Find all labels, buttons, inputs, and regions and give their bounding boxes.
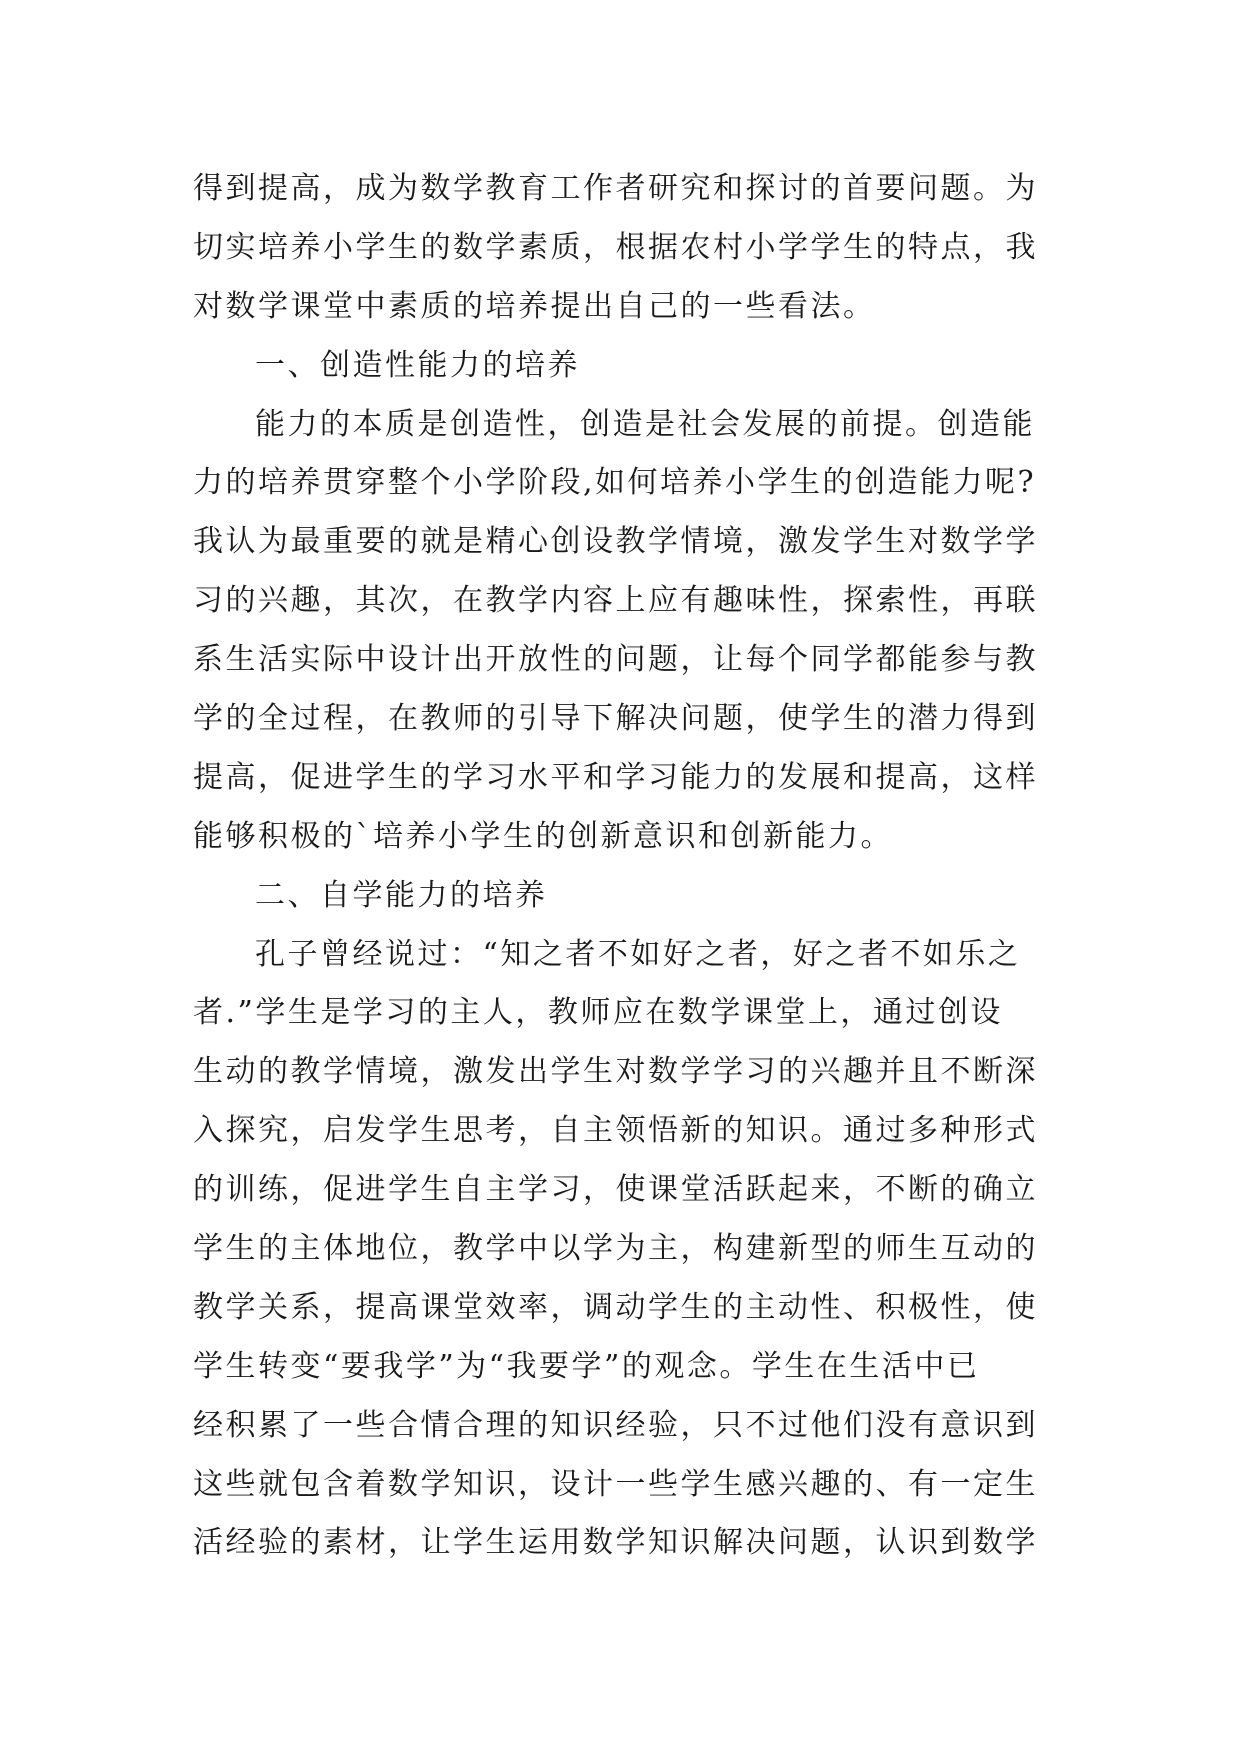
text-line: 力的培养贯穿整个小学阶段,如何培养小学生的创造能力呢?	[193, 465, 1037, 501]
text-line: 能够积极的`培养小学生的创新意识和创新能力。	[193, 818, 893, 854]
text-line: 我认为最重要的就是精心创设教学情境，激发学生对数学学	[193, 524, 1038, 560]
document-body	[193, 160, 1073, 1573]
section-heading: 二、自学能力的培养	[255, 877, 548, 913]
text-line: 者.”学生是学习的主人，教师应在数学课堂上，通过创设	[193, 995, 1003, 1031]
text-line: 生动的教学情境，激发出学生对数学学习的兴趣并且不断深	[193, 1054, 1038, 1090]
text-line: 对数学课堂中素质的培养提出自己的一些看法。	[193, 288, 876, 324]
paragraph-first-line: 能力的本质是创造性，创造是社会发展的前提。创造能	[255, 406, 1035, 442]
text-line: 切实培养小学生的数学素质，根据农村小学学生的特点，我	[193, 229, 1038, 265]
text-line: 系生活实际中设计出开放性的问题，让每个同学都能参与教	[193, 642, 1038, 678]
section-heading: 一、创造性能力的培养	[255, 347, 580, 383]
text-line: 得到提高，成为数学教育工作者研究和探讨的首要问题。为	[193, 171, 1038, 206]
text-line: 学生的主体地位，教学中以学为主，构建新型的师生互动的	[193, 1231, 1038, 1267]
text-line: 学的全过程，在教师的引导下解决问题，使学生的潜力得到	[193, 701, 1038, 737]
text-line: 入探究，启发学生思考，自主领悟新的知识。通过多种形式	[193, 1113, 1038, 1149]
text-line: 提高，促进学生的学习水平和学习能力的发展和提高，这样	[193, 759, 1038, 795]
text-line: 经积累了一些合情合理的知识经验，只不过他们没有意识到	[193, 1407, 1038, 1443]
text-line: 活经验的素材，让学生运用数学知识解决问题，认识到数学	[193, 1525, 1038, 1561]
text-line: 习的兴趣，其次，在教学内容上应有趣味性，探索性，再联	[193, 583, 1038, 619]
text-line: 教学关系，提高课堂效率，调动学生的主动性、积极性，使	[193, 1289, 1038, 1325]
text-line: 的训练，促进学生自主学习，使课堂活跃起来，不断的确立	[193, 1172, 1038, 1208]
text-line: 这些就包含着数学知识，设计一些学生感兴趣的、有一定生	[193, 1466, 1038, 1502]
text-line: 学生转变“要我学”为“我要学”的观念。学生在生活中已	[193, 1348, 980, 1384]
paragraph-first-line: 孔子曾经说过：“知之者不如好之者，好之者不如乐之	[255, 936, 1021, 972]
